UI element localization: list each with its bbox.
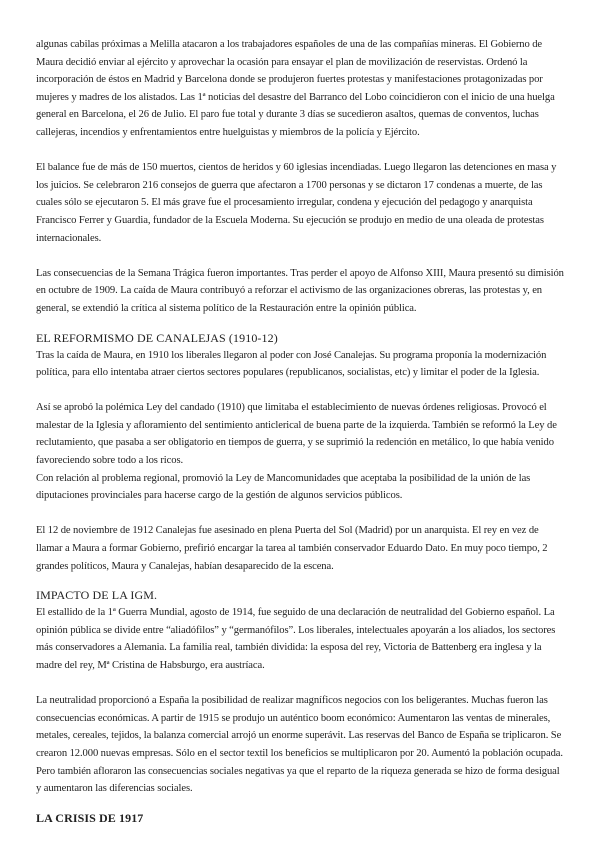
- paragraph-balance: El balance fue de más de 150 muertos, cientos de heridos y 60 iglesias incendiadas. Luego llegaron las detenciones en masa y los juicios. Se celebraron 216 consejos de guerra que afectaron a 1700 personas y se dictaron 17 condenas a muerte, de las cuales sólo se ejecutaron 5. El más grave fue el procesamiento irregular, condena y ejecución del pedagogo y anarquista Francisco Ferrer y Guardia, fundador de la Escuela Moderna. Su ejecución se produjo en medio de una oleada de protestas internacionales.: [36, 162, 557, 244]
- heading-impacto-igm: IMPACTO DE LA IGM.: [36, 588, 158, 603]
- paragraph-consecuencias: Las consecuencias de la Semana Trágica fueron importantes. Tras perder el apoyo de Alfonso XIII, Maura presentó su dimisión en octubre de 1909. La caída de Maura contribuyó a reforzar el activismo de las organizaciones obreras, las protestas y, en general, se extendió la crítica al sistema político de la Restauración entre la opinión pública.: [36, 267, 564, 314]
- paragraph-mancomunidades: Con relación al problema regional, promovió la Ley de Mancomunidades que aceptaba la posibilidad de la unión de las diputaciones provinciales para hacerse cargo de la gestión de algunos servicios públicos.: [36, 472, 531, 502]
- paragraph-asesinato-canalejas: El 12 de noviembre de 1912 Canalejas fue asesinado en plena Puerta del Sol (Madrid) por un anarquista. El rey en vez de llamar a Maura a formar Gobierno, prefirió encargar la tarea al también conservador Eduardo Dato. En muy poco tiempo, 2 grandes políticos, Maura y Canalejas, habían desaparecido de la escena.: [36, 525, 548, 572]
- paragraph-neutralidad: El estallido de la 1ª Guerra Mundial, agosto de 1914, fue seguido de una declaración de neutralidad del Gobierno español. La opinión pública se divide entre “aliadófilos” y “germanófilos”. Los liberales, intelectuales apoyarán a los aliados, los sectores más conservadores a Alemania. La familia real, también dividida: la esposa del rey, Victoria de Battenberg era inglesa y la madre del rey, Mª Cristina de Habsburgo, era austríaca.: [36, 607, 556, 671]
- paragraph-semana-tragica-events: algunas cabilas próximas a Melilla atacaron a los trabajadores españoles de una de las compañías mineras. El Gobierno de Maura decidió enviar al ejército y aprovechar la ocasión para ensayar el plan de movilización de reservistas. Ordenó la incorporación de éstos en Madrid y Barcelona donde se produjeron fuertes protestas y manifestaciones protagonizadas por mujeres y madres de los alistados. Las 1ª noticias del desastre del Barranco del Lobo coincidieron con el inicio de una huelga general en Barcelona, el 26 de Julio. El paro fue total y durante 3 días se sucedieron asaltos, quemas de conventos, luchas callejeras, incendios y enfrentamientos entre huelguistas y miembros de la policía y Ejército.: [36, 39, 555, 138]
- paragraph-consecuencias-economicas: La neutralidad proporcionó a España la posibilidad de realizar magníficos negocios con los beligerantes. Muchas fueron las consecuencias económicas. A partir de 1915 se produjo un auténtico boom económico: Aumentaron las ventas de minerales, metales, cereales, tejidos, la balanza comercial arrojó un enorme superávit. Las reservas del Banco de España se triplicaron. Se crearon 12.000 nuevas empresas. Sólo en el sector textil los beneficios se multiplicaron por 20. Aumentó la población ocupada. Pero también afloraron las consecuencias sociales negativas ya que el reparto de la riqueza generada se hizo de forma desigual y aumentaron las diferencias sociales.: [36, 695, 563, 795]
- paragraph-canalejas-programa: Tras la caída de Maura, en 1910 los liberales llegaron al poder con José Canalejas. Su programa proponía la modernización política, para ello intentaba atraer ciertos sectores populares (republicanos, socialistas, etc) y limitar el poder de la Iglesia.: [36, 349, 547, 379]
- heading-reformismo-canalejas: EL REFORMISMO DE CANALEJAS (1910-12): [36, 330, 278, 345]
- paragraph-ley-candado: Así se aprobó la polémica Ley del candado (1910) que limitaba el establecimiento de nuevas órdenes religiosas. Provocó el malestar de la Iglesia y afloramiento del sentimiento anticlerical de buena parte de la izquierda. También se reformó la Ley de reclutamiento, que pasaba a ser obligatorio en tiempos de guerra, y se suprimió la redención en metálico, lo que había venido favoreciendo sobre todo a los ricos.: [36, 402, 557, 467]
- heading-crisis-1917: LA CRISIS DE 1917: [36, 810, 144, 825]
